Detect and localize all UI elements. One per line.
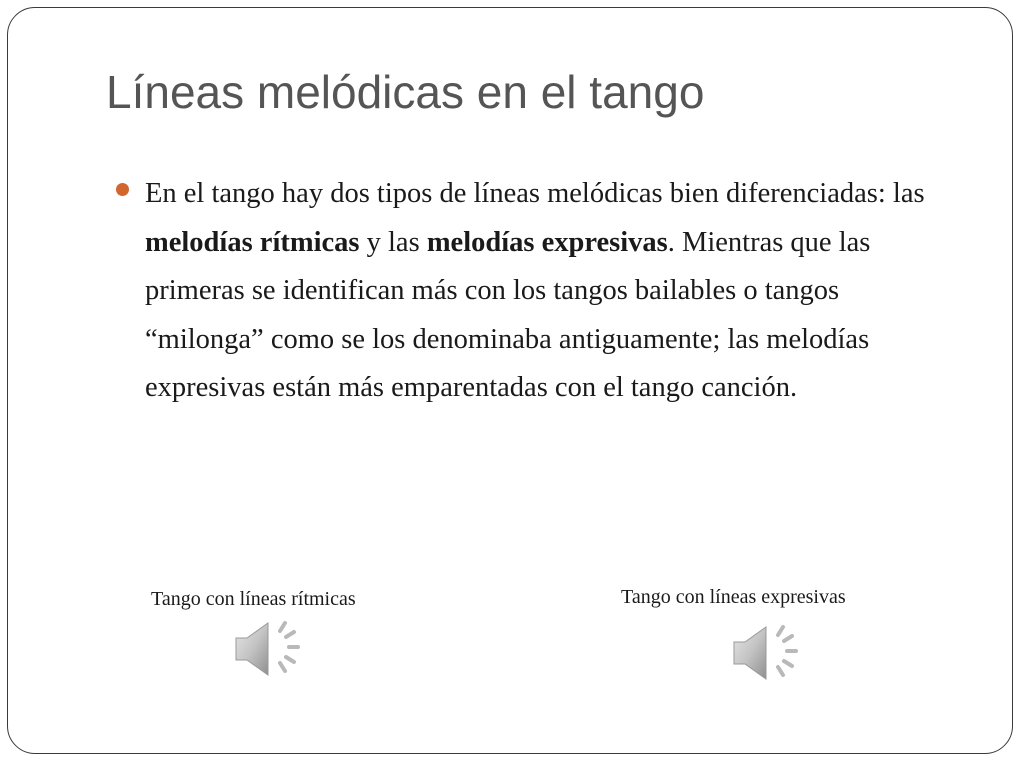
audio-label-ritmicas: Tango con líneas rítmicas [151,588,356,610]
bullet-text-part-2: y las [359,226,427,258]
slide-title: Líneas melódicas en el tango [106,66,705,118]
audio-label-expresivas: Tango con líneas expresivas [621,586,846,608]
speaker-icon[interactable] [728,617,808,689]
bullet-dot-icon [116,183,129,196]
bullet-text-part-3: . Mientras que las primeras se identifican más con los tangos bailables o tangos “milonga” como se los denominaba antiguamente; las melodías expresivas están más emparentadas con el tango canción. [145,226,871,404]
bullet-text [145,170,945,413]
bold-term-expresivas: melodías expresivas [426,226,668,258]
bold-term-ritmicas: melodías rítmicas [145,226,360,258]
bullet-text-part-1: En el tango hay dos tipos de líneas melódicas bien diferenciadas: las [145,178,925,209]
speaker-icon[interactable] [230,613,310,685]
